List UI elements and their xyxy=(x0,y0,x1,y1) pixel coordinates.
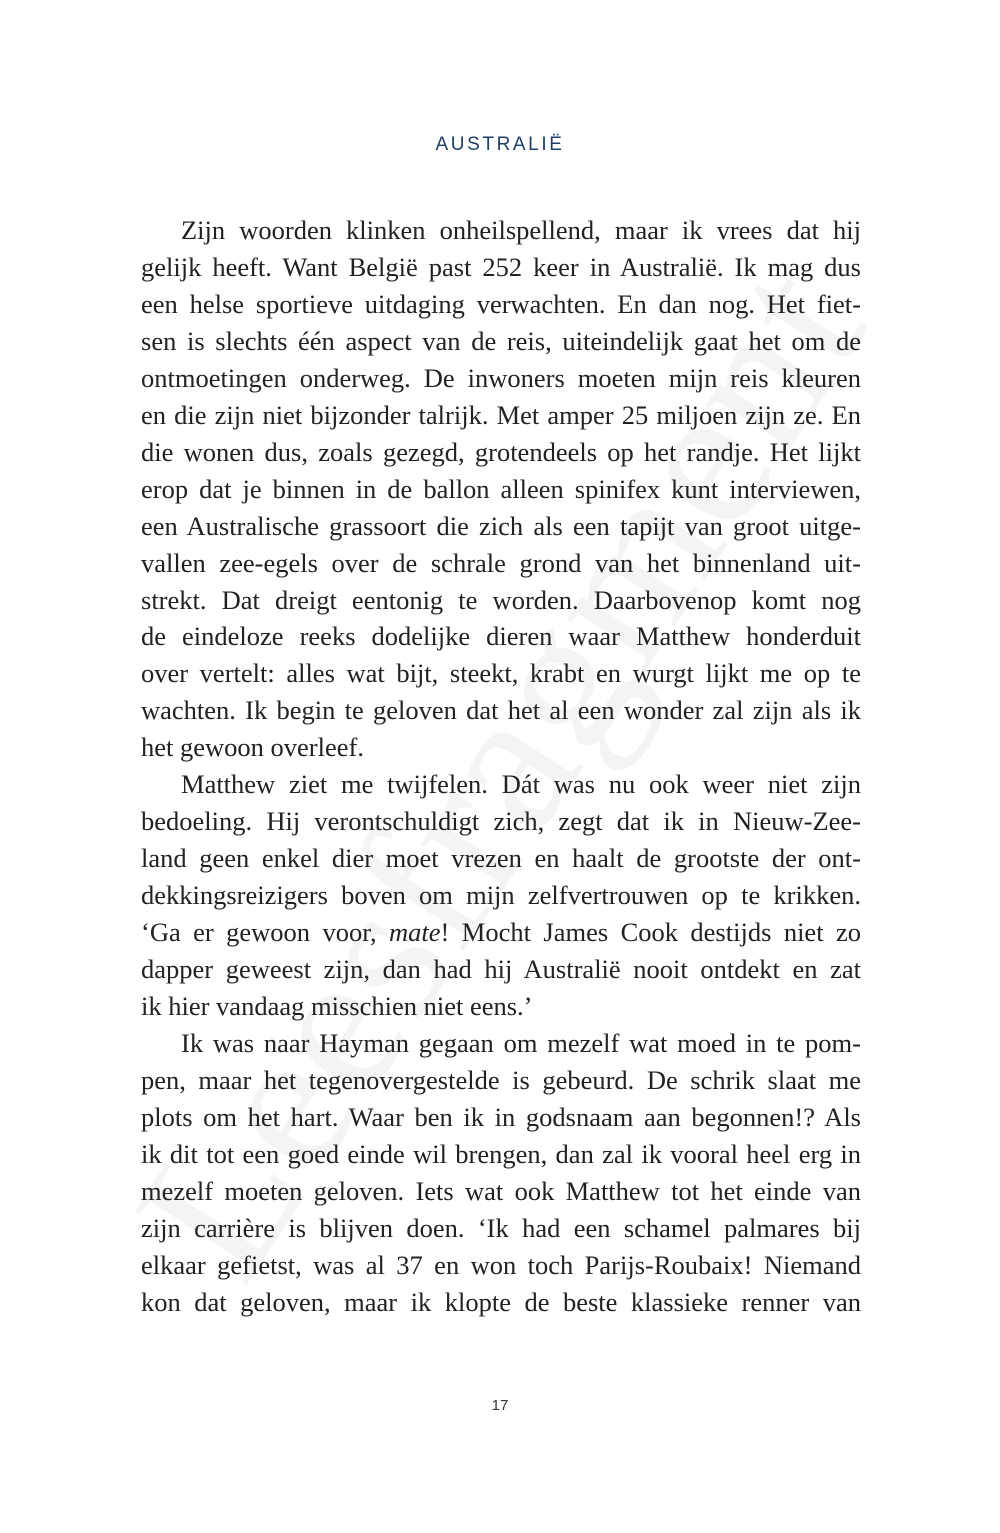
text-line: Matthew ziet me twijfelen. Dát was nu ook weer niet zijn xyxy=(181,769,861,800)
paragraph-3 xyxy=(141,1025,861,1321)
running-head: AUSTRALIË xyxy=(435,134,565,155)
text-line: Zijn woorden klinken onheilspellend, maar ik vrees dat hij xyxy=(181,215,861,245)
text-line: plots om het hart. Waar ben ik in godsnaam aan begonnen!? Als xyxy=(141,1101,861,1132)
page-number: 17 xyxy=(491,1397,509,1414)
paragraph-2 xyxy=(141,766,861,1025)
text-line: het gewoon overleef. xyxy=(141,732,364,763)
text-line: gelijk heeft. Want België past 252 keer in Australië. Ik mag dus xyxy=(141,251,861,282)
body-text xyxy=(141,212,861,1321)
text-line: erop dat je binnen in de ballon alleen spinifex kunt interviewen, xyxy=(141,473,861,504)
text-line: ik hier vandaag misschien niet eens.’ xyxy=(141,991,533,1022)
text-line: kon dat geloven, maar ik klopte de beste klassieke renner van xyxy=(141,1286,861,1317)
text-line: wachten. Ik begin te geloven dat het al een wonder zal zijn als ik xyxy=(141,695,861,726)
paragraph-1 xyxy=(141,212,861,766)
text-line: land geen enkel dier moet vrezen en haalt de grootste der ont- xyxy=(141,843,861,874)
text-line: strekt. Dat dreigt eentonig te worden. Daarbovenop komt nog xyxy=(141,584,861,615)
text-line: dapper geweest zijn, dan had hij Australië nooit ontdekt en zat xyxy=(141,954,861,985)
italic-word: mate xyxy=(389,917,441,948)
text-line: ontmoetingen onderweg. De inwoners moeten mijn reis kleuren xyxy=(141,362,861,393)
text-segment: ! Mocht James Cook destijds niet zo xyxy=(440,917,861,948)
text-line: sen is slechts één aspect van de reis, uiteindelijk gaat het om de xyxy=(141,325,861,356)
text-line: die wonen dus, zoals gezegd, grotendeels op het randje. Het lijkt xyxy=(141,436,861,467)
text-line-with-italic xyxy=(141,914,861,951)
text-line: over vertelt: alles wat bijt, steekt, krabt en wurgt lijkt me op te xyxy=(141,658,861,689)
text-line: een helse sportieve uitdaging verwachten. En dan nog. Het fiet- xyxy=(141,288,861,319)
text-line: bedoeling. Hij verontschuldigt zich, zegt dat ik in Nieuw-Zee- xyxy=(141,806,861,837)
text-line: zijn carrière is blijven doen. ‘Ik had een schamel palmares bij xyxy=(141,1212,861,1243)
text-line: mezelf moeten geloven. Iets wat ook Matthew tot het einde van xyxy=(141,1175,861,1206)
text-segment: ‘Ga er gewoon voor, xyxy=(141,917,390,948)
text-line: dekkingsreizigers boven om mijn zelfvertrouwen op te krikken. xyxy=(141,880,861,911)
text-line: elkaar gefietst, was al 37 en won toch Parijs-Roubaix! Niemand xyxy=(141,1249,861,1280)
text-line: vallen zee-egels over de schrale grond van het binnenland uit- xyxy=(141,547,861,578)
text-line: pen, maar het tegenovergestelde is gebeurd. De schrik slaat me xyxy=(141,1064,861,1095)
text-line: een Australische grassoort die zich als een tapijt van groot uitge- xyxy=(141,510,861,541)
text-line: en die zijn niet bijzonder talrijk. Met amper 25 miljoen zijn ze. En xyxy=(141,399,861,430)
text-line: Ik was naar Hayman gegaan om mezelf wat moed in te pom- xyxy=(181,1027,861,1058)
text-line: ik dit tot een goed einde wil brengen, dan zal ik vooral heel erg in xyxy=(141,1138,861,1169)
text-line: de eindeloze reeks dodelijke dieren waar Matthew honderduit xyxy=(141,621,861,652)
